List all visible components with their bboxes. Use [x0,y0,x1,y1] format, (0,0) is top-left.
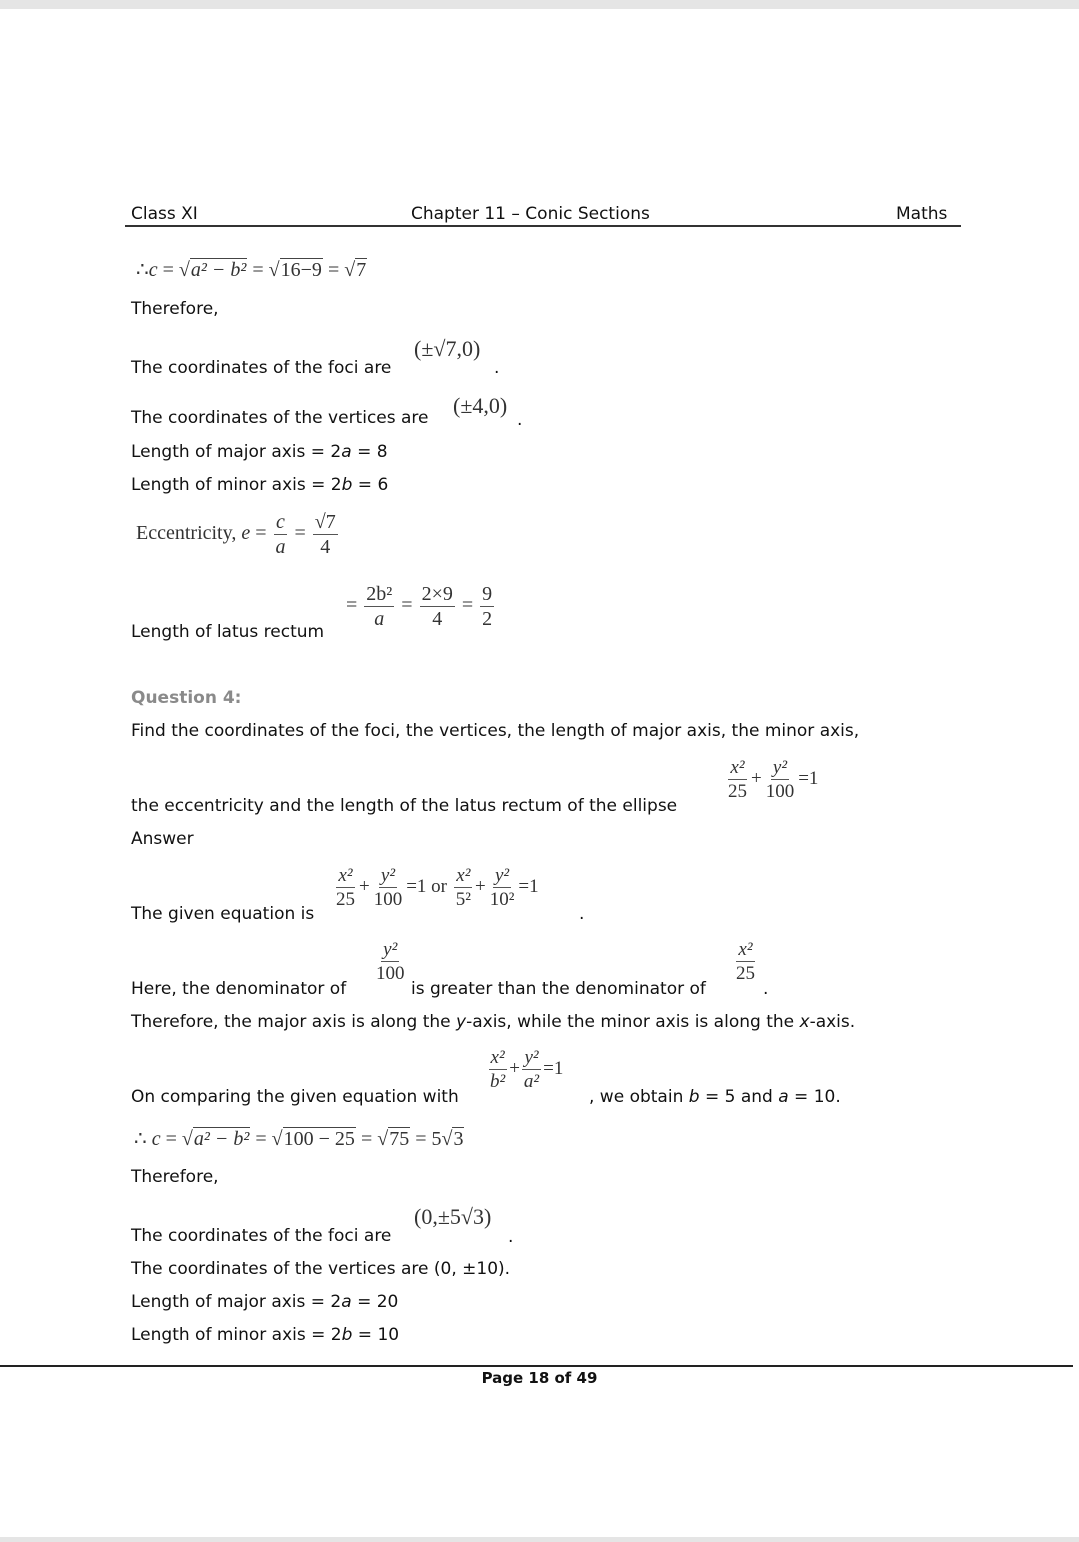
vertices-line-prev: The coordinates of the vertices are [131,408,429,428]
c-equation: ∴ c = √a² − b² = √100 − 25 = √75 = 5√3 [134,1128,464,1150]
viewer-top-bar [0,0,1079,9]
major-axis: Length of major axis = 2a = 20 [131,1292,399,1312]
therefore-label-prev: Therefore, [131,299,219,319]
major-axis-prev: Length of major axis = 2a = 8 [131,442,388,462]
foci-value: (0,±5√3) [414,1204,492,1229]
axis-statement: Therefore, the major axis is along the y-axis, while the minor axis is along the x-axis. [131,1012,856,1032]
minor-axis-prev: Length of minor axis = 2b = 6 [131,475,389,495]
header-rule [125,225,961,227]
vertices-value-prev: (±4,0) [453,393,508,418]
question-line-1: Find the coordinates of the foci, the vertices, the length of major axis, the minor axis, [131,721,860,741]
minor-axis: Length of minor axis = 2b = 10 [131,1325,400,1345]
question-line-2: the eccentricity and the length of the latus rectum of the ellipse [131,796,678,816]
foci-line-prev: The coordinates of the foci are [131,358,392,378]
foci-value-prev: (±√7,0) [414,336,481,361]
denominator-text-b: is greater than the denominator of [411,979,706,999]
eccentricity-formula-prev: Eccentricity, e = $\frac{c}{a}$ = $\frac{√7}{4}$ [136,511,336,558]
vertices-line: The coordinates of the vertices are (0, ±10). [131,1259,511,1279]
period: . [508,1227,514,1247]
period: . [763,979,769,999]
question-heading: Question 4: [131,688,242,708]
period: . [579,904,585,924]
header-subject: Maths [896,204,948,224]
denominator-text-a: Here, the denominator of [131,979,347,999]
c-equation-prev: ∴c = √a² − b² = √16−9 = √7 [136,259,367,281]
latus-rectum-formula-prev: = $\frac{\text{2b²}}{a}$ = $\frac{2\times 9}{4}$ = $\frac{9}{2}$ [346,583,493,630]
compare-result: , we obtain b = 5 and a = 10. [589,1087,841,1107]
header-chapter: Chapter 11 – Conic Sections [411,204,650,224]
standard-form-equation: $\frac{\text{x²}}{\text{b²}}$ + $\frac{\text{y²}}{\text{a²}}$ =1 [490,1047,564,1092]
period: . [494,358,500,378]
header-class: Class XI [131,204,198,224]
therefore-label: Therefore, [131,1167,219,1187]
latus-rectum-label-prev: Length of latus rectum [131,622,325,642]
page-number: Page 18 of 49 [481,1369,598,1387]
given-equation-text: The given equation is [131,904,315,924]
footer-rule [0,1365,1073,1367]
denominator-fraction-a: $\frac{\text{y²}}{100}$ [376,939,405,984]
foci-line: The coordinates of the foci are [131,1226,392,1246]
given-equation: $\frac{\text{x²}}{25}$ + $\frac{\text{y²}}{100}$ =1 or $\frac{\text{x²}}{\text{5²}}$ + $\frac{\text{y²}}{\text{10²}}$ =1 [336,865,539,910]
compare-text: On comparing the given equation with [131,1087,459,1107]
period: . [517,410,523,430]
answer-label: Answer [131,829,194,849]
question-ellipse-equation: $\frac{\text{x²}}{25}$ + $\frac{\text{y²}}{100}$ =1 [728,757,819,802]
denominator-fraction-b: $\frac{\text{x²}}{25}$ [736,939,755,984]
viewer-bottom-bar [0,1537,1079,1542]
